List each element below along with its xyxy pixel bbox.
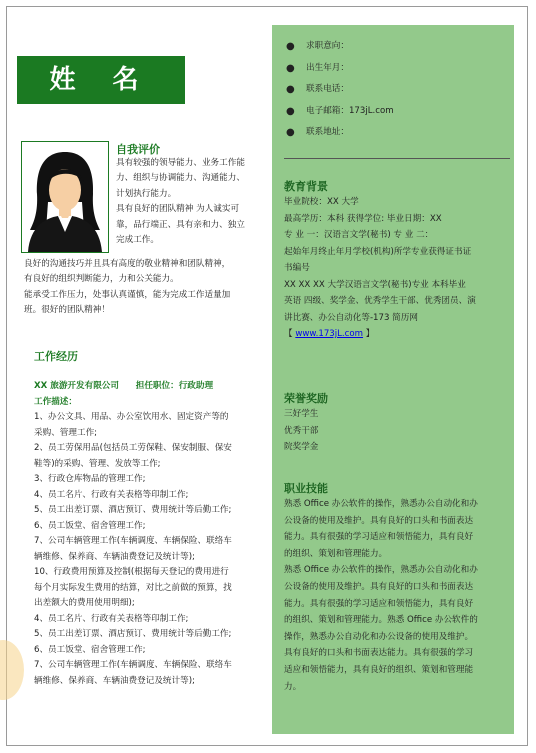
bullet-icon: ● [286, 127, 295, 138]
work-line: 辆维修、保养商、车辆油费登记及统计等); [34, 551, 195, 562]
contact-item [286, 122, 394, 144]
education-heading: 教育背景 [284, 180, 328, 193]
work-line: 7、公司车辆管理工作(车辆调度、车辆保险、联络车 [34, 660, 232, 670]
contact-list [286, 36, 394, 144]
contact-item [286, 101, 394, 123]
contact-text: 联系地址： [306, 127, 349, 137]
edu-line: XX XX XX 大学汉语言文学(秘书)专业 本科毕业 [284, 279, 466, 290]
bullet-icon: ● [286, 84, 295, 95]
work-line: 每个月实际发生费用的结算，对比之前做的预算，找 [34, 582, 232, 593]
contact-text: 联系电话： [306, 84, 349, 94]
edu-link-row [284, 326, 510, 343]
skill-line: 具有良好的口头和书面表达能力。具有很强的学习 [284, 648, 474, 659]
skill-line: 能力。具有很强的学习适应和领悟能力，具有良好 [284, 532, 474, 543]
work-section [34, 379, 268, 689]
skill-line: 的组织、策划和管理能力。 [284, 548, 388, 559]
text-line: 具有较强的领导能力、业务工作能 [116, 158, 245, 168]
work-line: 出差额大的费用使用明细); [34, 598, 135, 608]
self-eval-heading: 自我评价 [116, 143, 160, 156]
contact-item [286, 79, 394, 101]
text-line: 班。很好的团队精神！ [24, 305, 110, 316]
work-line: 4、员工名片、行政有关表格等印制工作; [34, 489, 189, 500]
text-line: 能承受工作压力，处事认真谨慎，能为完成工作适量加 [24, 289, 231, 300]
work-line: 采购、管理工作; [34, 427, 98, 438]
woman-avatar-icon [22, 142, 108, 252]
edu-line: 起始年月终止年月学校(机构)所学专业获得证书证 [284, 246, 472, 257]
work-line: 10、行政费用预算及控制(根据每天登记的费用进行 [34, 567, 229, 577]
work-line: 5、员工出差订票、酒店预订、费用统计等后勤工作; [34, 505, 232, 515]
skills-heading: 职业技能 [284, 482, 328, 495]
work-line: 4、员工名片、行政有关表格等印制工作; [34, 613, 189, 624]
skill-line: 熟悉 Office 办公软件的操作，熟悉办公自动化和办 [284, 565, 478, 576]
skill-line: 公设备的使用及维护。具有良好的口头和书面表达 [284, 515, 474, 526]
work-heading: 工作经历 [34, 350, 78, 363]
work-line: 6、员工饭堂、宿舍管理工作; [34, 520, 146, 531]
edu-line: 书编号 [284, 263, 310, 273]
work-line: 3、行政仓库物品的管理工作; [34, 474, 146, 484]
skill-line: 公设备的使用及维护。具有良好的口头和书面表达 [284, 581, 474, 592]
work-line: 辆维修、保养商、车辆油费登记及统计等); [34, 675, 195, 686]
bullet-icon: ● [286, 105, 295, 117]
contact-item [286, 36, 394, 58]
text-line: 良好的沟通技巧并且具有高度的敬业精神和团队精神， [24, 259, 231, 269]
company-name: XX 旅游开发有限公司 [34, 381, 119, 391]
work-line: 1、办公文具、用品、办公室饮用水、固定资产等的 [34, 412, 229, 422]
edu-line: 讲比赛、办公自动化等-173 简历网 [284, 312, 418, 323]
contact-item [286, 58, 394, 80]
work-company-row [34, 379, 268, 395]
work-line: 6、员工饭堂、宿舍管理工作; [34, 644, 146, 655]
self-eval-side-text [116, 156, 266, 248]
work-line: 2、员工劳保用品(包括员工劳保鞋、保安制服、保安 [34, 443, 232, 453]
contact-text: 电子邮箱：173jL.com [306, 105, 394, 116]
education-section [284, 194, 510, 343]
self-eval-full-text [24, 257, 270, 319]
honor-item: 优秀干部 [284, 425, 319, 436]
work-line: 鞋等)的采购、管理、发放等工作; [34, 458, 161, 469]
work-line: 5、员工出差订票、酒店预订、费用统计等后勤工作; [34, 629, 232, 639]
avatar [21, 141, 109, 253]
bracket-close: 】 [363, 329, 375, 339]
position-title: 担任职位：行政助理 [135, 381, 214, 391]
bullet-icon: ● [286, 62, 295, 74]
honors-list [284, 406, 510, 456]
text-line: 完成工作。 [116, 235, 159, 246]
skill-line: 适应和领悟能力，具有良好的组织、策划和管理能 [284, 664, 474, 675]
bracket-open: 【 [284, 329, 296, 339]
text-line: 计划执行能力。 [116, 188, 177, 199]
edu-line: 毕业院校：XX 大学 [284, 197, 359, 207]
honors-heading: 荣誉奖励 [284, 392, 328, 405]
text-line: 有良好的组织判断能力，力和公关能力。 [24, 274, 179, 285]
skills-section [284, 496, 510, 695]
text-line: 具有良好的团队精神 为人诚实可 [116, 204, 240, 215]
text-line: 靠，品行端正、具有亲和力、独立 [116, 219, 245, 230]
edu-line: 专 业 一：汉语言文学(秘书) 专 业 二： [284, 230, 434, 240]
honor-item: 三好学生 [284, 409, 319, 419]
edu-line: 最高学历：本科 获得学位: 毕业日期：XX [284, 213, 442, 224]
work-desc-label: 工作描述： [34, 396, 77, 407]
website-link[interactable]: www.173jL.com [295, 329, 364, 339]
text-line: 力、组织与协调能力、沟通能力、 [116, 173, 245, 184]
contact-text: 求职意向： [306, 41, 349, 51]
section-divider [284, 158, 510, 159]
contact-text: 出生年月： [306, 62, 349, 73]
bullet-icon: ● [286, 41, 295, 52]
skill-line: 力。 [284, 681, 302, 692]
edu-line: 英语 四级、奖学金、优秀学生干部、优秀团员、演 [284, 296, 476, 306]
skill-line: 能力。具有很强的学习适应和领悟能力，具有良好 [284, 598, 474, 609]
honor-item: 院奖学金 [284, 442, 319, 452]
skill-line: 的组织、策划和管理能力。熟悉 Office 办公软件的 [284, 615, 478, 626]
skill-line: 操作，熟悉办公自动化和办公设备的使用及维护。 [284, 631, 474, 642]
name-title: 姓 名 [17, 56, 185, 104]
work-line: 7、公司车辆管理工作(车辆调度、车辆保险、联络车 [34, 536, 232, 546]
skill-line: 熟悉 Office 办公软件的操作，熟悉办公自动化和办 [284, 499, 478, 509]
